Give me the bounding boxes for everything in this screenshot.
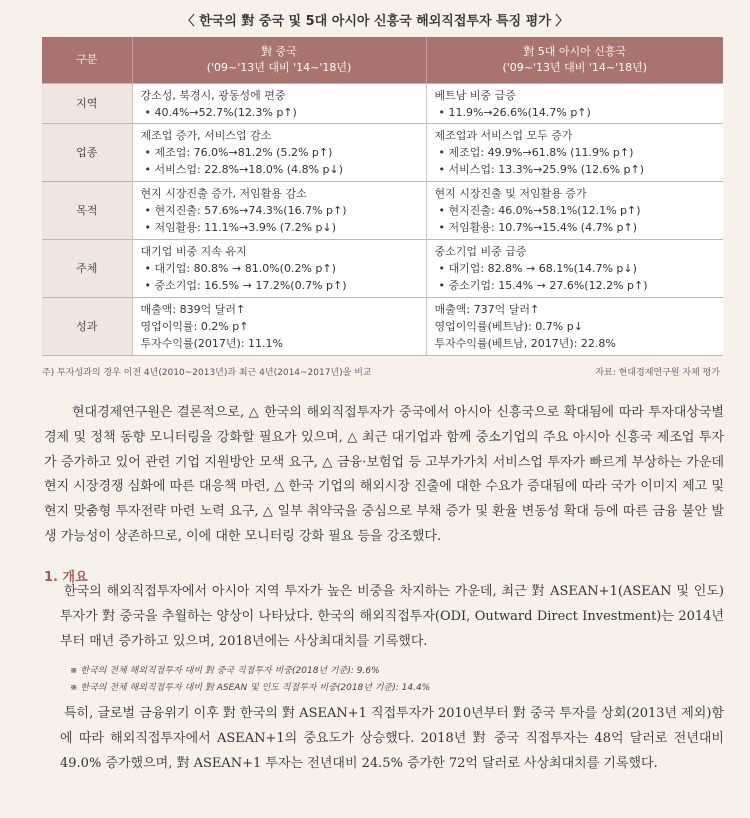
- header-asean-label: 對 5대 아시아 신흥국: [523, 45, 627, 58]
- table-row: [42, 84, 723, 124]
- cell-line: • 제조업: 76.0%→81.2% (5.2% p↑): [144, 146, 333, 159]
- cell-line: • 대기업: 80.8% → 81.0%(0.2% p↑): [144, 262, 336, 275]
- cell-line: • 현지진출: 46.0%→58.1%(12.1% p↑): [438, 204, 641, 217]
- cell-line: 영업이익률(베트남): 0.7% p↓: [434, 320, 583, 333]
- cell-asean: [426, 124, 723, 182]
- cell-china: [132, 240, 426, 298]
- cell-line: • 중소기업: 16.5% → 17.2%(0.7% p↑): [144, 279, 347, 292]
- cell-line: 제조업과 서비스업 모두 증가: [434, 129, 573, 142]
- cell-line: • 저임활용: 10.7%→15.4% (4.7% p↑): [438, 221, 638, 234]
- table-row: [42, 124, 723, 182]
- row-label: 목적: [42, 182, 132, 240]
- cell-line: 투자수익률(2017년): 11.1%: [140, 337, 283, 350]
- table-header-row: [42, 37, 723, 84]
- table-note: 주) 투자성과의 경우 이전 4년(2010~2013년)과 최근 4년(2014~2017년)을 비교: [42, 368, 372, 378]
- cell-china: [132, 124, 426, 182]
- cell-line: • 현지진출: 57.6%→74.3%(16.7% p↑): [144, 204, 347, 217]
- header-category-label: 구분: [76, 53, 98, 66]
- section-paragraph-1: 한국의 해외직접투자에서 아시아 지역 투자가 높은 비중을 차지하는 가운데, 최근 對 ASEAN+1(ASEAN 및 인도) 투자가 對 중국을 추월하는 양상이 나타났다. 한국의 해외직접투자(ODI, Outward Direct Investment)는 2014년부터 매년 증가하고 있으며, 2018년에는 사상최대치를 기록했다.: [60, 584, 724, 649]
- cell-line: 제조업 증가, 서비스업 감소: [140, 129, 272, 142]
- table-row: [42, 298, 723, 356]
- cell-line: • 서비스업: 22.8%→18.0% (4.8% p↓): [144, 163, 344, 176]
- table-row: [42, 182, 723, 240]
- row-label: 지역: [42, 84, 132, 124]
- cell-china: [132, 298, 426, 356]
- cell-line: 강소성, 북경시, 광동성에 편중: [140, 88, 286, 102]
- cell-asean: [426, 84, 723, 124]
- footnote-china-share: ※ 한국의 전체 해외직접투자 대비 對 중국 직접투자 비중(2018년 기준): 9.6%: [70, 666, 380, 676]
- investment-feature-table: [42, 37, 723, 356]
- cell-line: • 11.9%→26.6%(14.7% p↑): [438, 105, 591, 119]
- table-title: 〈 한국의 對 중국 및 5대 아시아 신흥국 해외직접투자 특징 평가 〉: [181, 14, 569, 29]
- cell-line: • 40.4%→52.7%(12.3% p↑): [144, 105, 297, 119]
- cell-line: • 중소기업: 15.4% → 27.6%(12.2% p↑): [438, 279, 648, 292]
- row-label: 업종: [42, 124, 132, 182]
- header-china-label: 對 중국: [261, 45, 297, 58]
- cell-line: • 저임활용: 11.1%→3.9% (7.2% p↓): [144, 221, 337, 234]
- cell-line: • 대기업: 82.8% → 68.1%(14.7% p↓): [438, 262, 637, 275]
- cell-asean: [426, 240, 723, 298]
- cell-line: 투자수익률(베트남, 2017년): 22.8%: [434, 337, 616, 350]
- header-asean: [426, 37, 723, 84]
- footnote-asean-share: ※ 한국의 전체 해외직접투자 대비 對 ASEAN 및 인도 직접투자 비중(2018년 기준): 14.4%: [70, 683, 431, 693]
- cell-line: • 서비스업: 13.3%→25.9% (12.6% p↑): [438, 163, 645, 176]
- cell-line: 대기업 비중 지속 유지: [140, 245, 247, 258]
- cell-line: 현지 시장진출 및 저임활용 증가: [434, 187, 587, 200]
- cell-line: • 제조업: 49.9%→61.8% (11.9% p↑): [438, 146, 634, 159]
- header-china: [132, 37, 426, 84]
- row-label: 주체: [42, 240, 132, 298]
- cell-asean: [426, 182, 723, 240]
- cell-line: 베트남 비중 급증: [434, 88, 516, 102]
- cell-line: 영업이익률: 0.2% p↑: [140, 320, 249, 333]
- cell-line: 중소기업 비중 급증: [434, 245, 527, 258]
- header-asean-period: ('09~'13년 대비 '14~'18년): [502, 61, 648, 74]
- intro-paragraph: 현대경제연구원은 결론적으로, △ 한국의 해외직접투자가 중국에서 아시아 신흥국으로 확대됨에 따라 투자대상국별 경제 및 정책 동향 모니터링을 강화할 필요가 있으며, △ 최근 대기업과 함께 중소기업의 주요 아시아 신흥국 제조업 투자가 증가하고 있어 관련 기업 지원방안 모색 요구, △ 금융·보험업 등 고부가가치 서비스업 투자가 빠르게 부상하는 가운데 현지 시장경쟁 심화에 따른 대응책 마련, △ 한국 기업의 해외시장 진출에 대한 수요가 증대됨에 따라 국가 이미지 제고 및 현지 맞춤형 투자전략 마련 노력 요구, △ 일부 취약국을 중심으로 부채 증가 및 환율 변동성 확대 등에 따른 금융 불안 발생 가능성이 상존하므로, 이에 대한 모니터링 강화 필요 등을 강조했다.: [44, 405, 724, 544]
- cell-line: 매출액: 839억 달러↑: [140, 303, 246, 316]
- table-row: [42, 240, 723, 298]
- row-label: 성과: [42, 298, 132, 356]
- cell-asean: [426, 298, 723, 356]
- cell-line: 현지 시장진출 증가, 저임활용 감소: [140, 187, 307, 200]
- cell-china: [132, 84, 426, 124]
- cell-line: 매출액: 737억 달러↑: [434, 303, 540, 316]
- section-heading: 1. 개요: [44, 570, 88, 585]
- table-source: 자료: 현대경제연구원 자체 평가: [595, 368, 720, 378]
- section-paragraph-2: 특히, 글로벌 금융위기 이후 對 한국의 對 ASEAN+1 직접투자가 2010년부터 對 중국 투자를 상회(2013년 제외)함에 따라 해외직접투자에서 ASEAN+1의 중요도가 상승했다. 2018년 對 중국 직접투자는 48억 달러로 전년대비 49.0% 증가했으며, 對 ASEAN+1 투자는 전년대비 24.5% 증가한 72억 달러로 사상최대치를 기록했다.: [60, 706, 724, 771]
- header-china-period: ('09~'13년 대비 '14~'18년): [206, 61, 352, 74]
- cell-china: [132, 182, 426, 240]
- header-category: [42, 37, 132, 84]
